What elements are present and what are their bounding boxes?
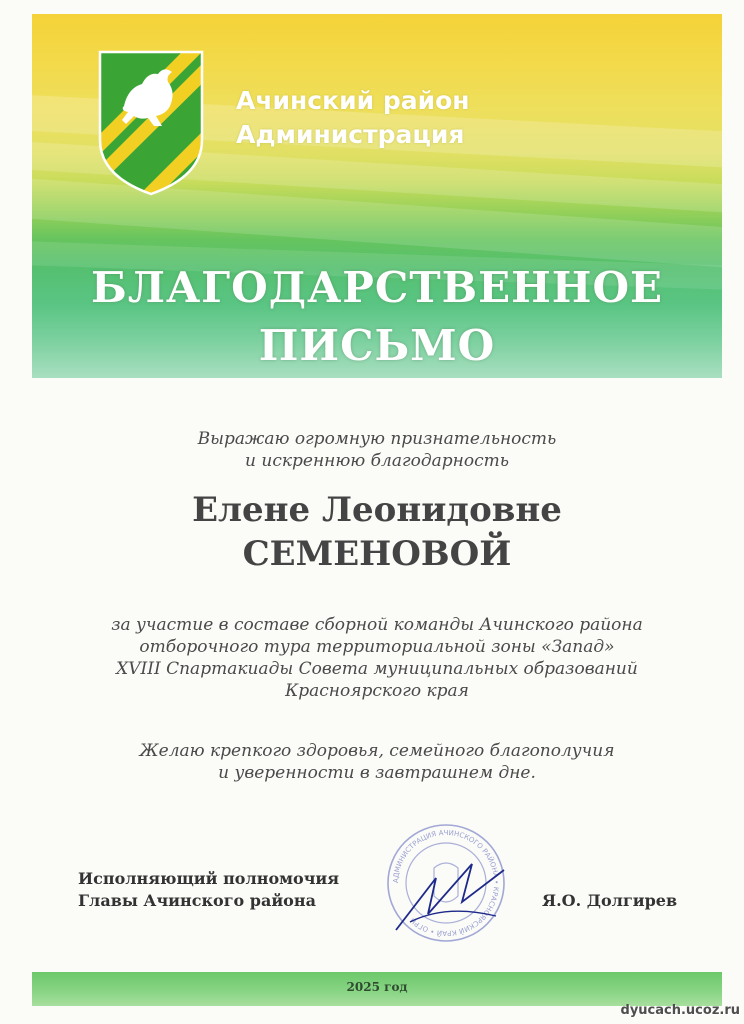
position-line: Исполняющий полномочия — [78, 869, 340, 888]
reason-text — [32, 614, 722, 702]
recipient-first-names: Елене Леонидовне — [192, 490, 562, 530]
district-coat-of-arms-icon — [96, 48, 206, 198]
signer-position — [78, 868, 339, 912]
issue-year: 2025 год — [346, 980, 408, 994]
wish-line: Желаю крепкого здоровья, семейного благополучия — [139, 741, 615, 761]
wish-line: и уверенности в завтрашнем дне. — [218, 763, 536, 783]
title-line: ПИСЬМО — [258, 321, 496, 370]
seal-text: АДМИНИСТРАЦИЯ АЧИНСКОГО РАЙОНА • КРАСНОЯРСКИЙ КРАЙ • ОГРН — [391, 828, 501, 938]
reason-line: Красноярского края — [285, 681, 469, 701]
intro-text — [32, 428, 722, 472]
svg-text:АДМИНИСТРАЦИЯ АЧИНСКОГО РАЙОНА — [392, 829, 500, 938]
position-line: Главы Ачинского района — [78, 891, 316, 910]
organization-name — [236, 84, 470, 152]
administration-name: Администрация — [236, 120, 465, 149]
district-name: Ачинский район — [236, 86, 470, 115]
site-watermark: dyucach.ucoz.ru — [620, 1003, 740, 1018]
reason-line: за участие в составе сборной команды Ачинского района — [111, 615, 643, 635]
official-seal-icon — [376, 818, 516, 948]
reason-line: XVIII Спартакиады Совета муниципальных образований — [116, 659, 638, 679]
wish-text — [32, 740, 722, 784]
header-banner — [32, 14, 722, 378]
document-title — [32, 259, 722, 375]
intro-line: Выражаю огромную признательность — [197, 429, 557, 449]
reason-line: отборочного тура территориальной зоны «Запад» — [139, 637, 615, 657]
intro-line: и искреннюю благодарность — [245, 451, 509, 471]
title-line: БЛАГОДАРСТВЕННОЕ — [90, 263, 664, 312]
footer-bar — [32, 972, 722, 1006]
signer-name: Я.О. Долгирев — [542, 891, 678, 910]
recipient-surname: СЕМЕНОВОЙ — [242, 534, 512, 574]
recipient-name — [32, 488, 722, 576]
